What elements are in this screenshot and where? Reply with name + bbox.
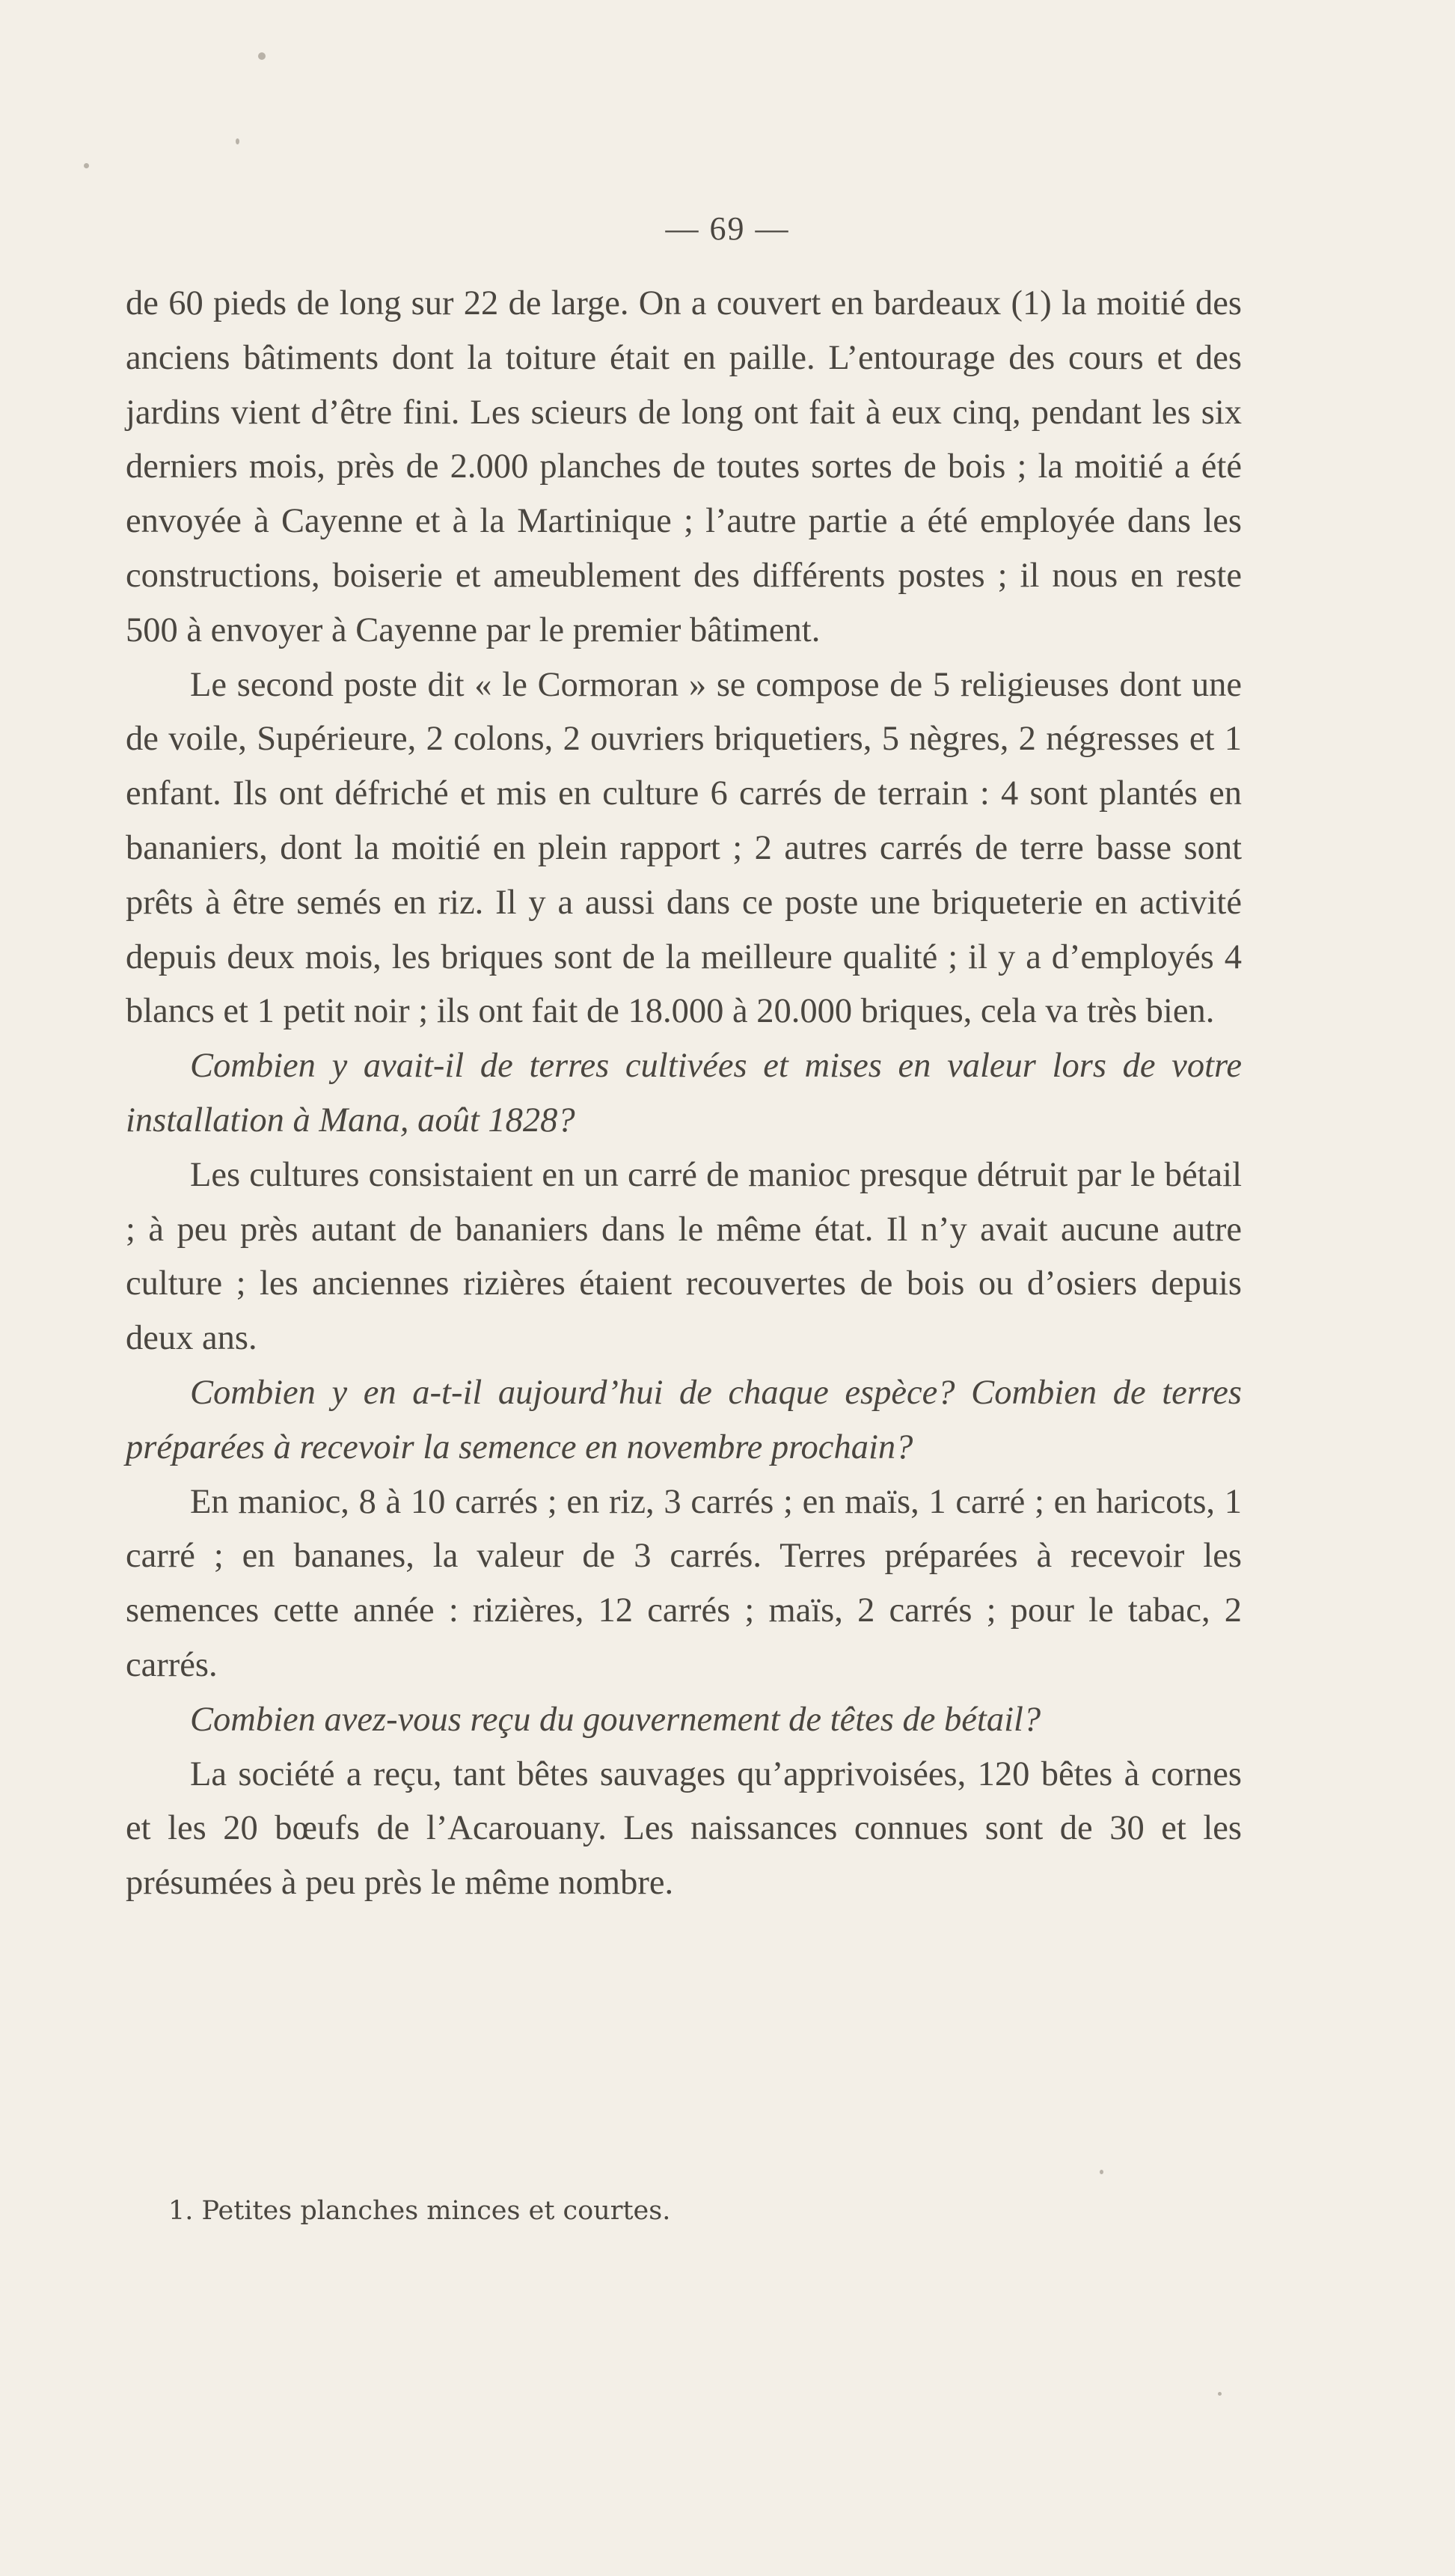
paper-speck <box>84 163 89 168</box>
paragraph-cormoran-post: Le second poste dit « le Cormoran » se compose de 5 religieuses dont une de voile, Supérieure, 2 colons, 2 ouvriers briquetiers, 5 nègres, 2 négresses et 1 enfant. Ils ont défriché et mis en culture 6 carrés de terrain : 4 sont plantés en bananiers, dont la moitié en plein rapport ; 2 autres carrés de terre basse sont prêts à être semés en riz. Il y a aussi dans ce poste une briqueterie en activité depuis deux mois, les briques sont de la meilleure qualité ; il y a d’employés 4 blancs et 1 petit noir ; ils ont fait de 18.000 à 20.000 briques, cela va très bien. <box>126 665 1242 1031</box>
paper-speck <box>1100 2170 1103 2174</box>
paper-speck <box>258 52 266 60</box>
footnote: 1. Petites planches minces et courtes. <box>168 2196 671 2226</box>
paragraph-continuation: de 60 pieds de long sur 22 de large. On a couvert en bardeaux (1) la moitié des anciens bâtiments dont la toiture était en paille. L’entourage des cours et des jardins vient d’être fini. Les scieurs de long ont fait à eux cinq, pendant les six derniers mois, près de 2.000 planches de toutes sortes de bois ; la moitié a été envoyée à Cayenne et à la Martinique ; l’autre partie a été employée dans les constructions, boiserie et ameublement des différents postes ; il nous en reste 500 à envoyer à Cayenne par le premier bâtiment. <box>126 284 1242 649</box>
page-number: — 69 — <box>665 210 790 247</box>
question-cultivated-lands-1828: Combien y avait-il de terres cultivées et mises en valeur lors de votre installation à Mana, août 1828? <box>126 1047 1242 1139</box>
answer-current-crops: En manioc, 8 à 10 carrés ; en riz, 3 carrés ; en maïs, 1 carré ; en haricots, 1 carré ; en bananes, la valeur de 3 carrés. Terres préparées à recevoir les semences cette année : rizières, 12 carrés ; maïs, 2 carrés ; pour le tabac, 2 carrés. <box>126 1482 1242 1684</box>
body-text <box>126 277 1242 1911</box>
question-cattle-received: Combien avez-vous reçu du gouvernement de têtes de bétail? <box>190 1700 1041 1739</box>
paper-speck <box>236 138 239 144</box>
paper-speck <box>1218 2392 1222 2396</box>
question-current-crops: Combien y en a-t-il aujourd’hui de chaque espèce? Combien de terres préparées à recevoir la semence en novembre prochain? <box>126 1373 1242 1466</box>
answer-cultivated-lands-1828: Les cultures consistaient en un carré de manioc presque détruit par le bétail ; à peu près autant de bananiers dans le même état. Il n’y avait aucune autre culture ; les anciennes rizières étaient recouvertes de bois ou d’osiers depuis deux ans. <box>126 1155 1242 1358</box>
answer-cattle-received: La société a reçu, tant bêtes sauvages qu’apprivoisées, 120 bêtes à cornes et les 20 bœufs de l’Acarouany. Les naissances connues sont de 30 et les présumées à peu près le même nombre. <box>126 1754 1242 1903</box>
